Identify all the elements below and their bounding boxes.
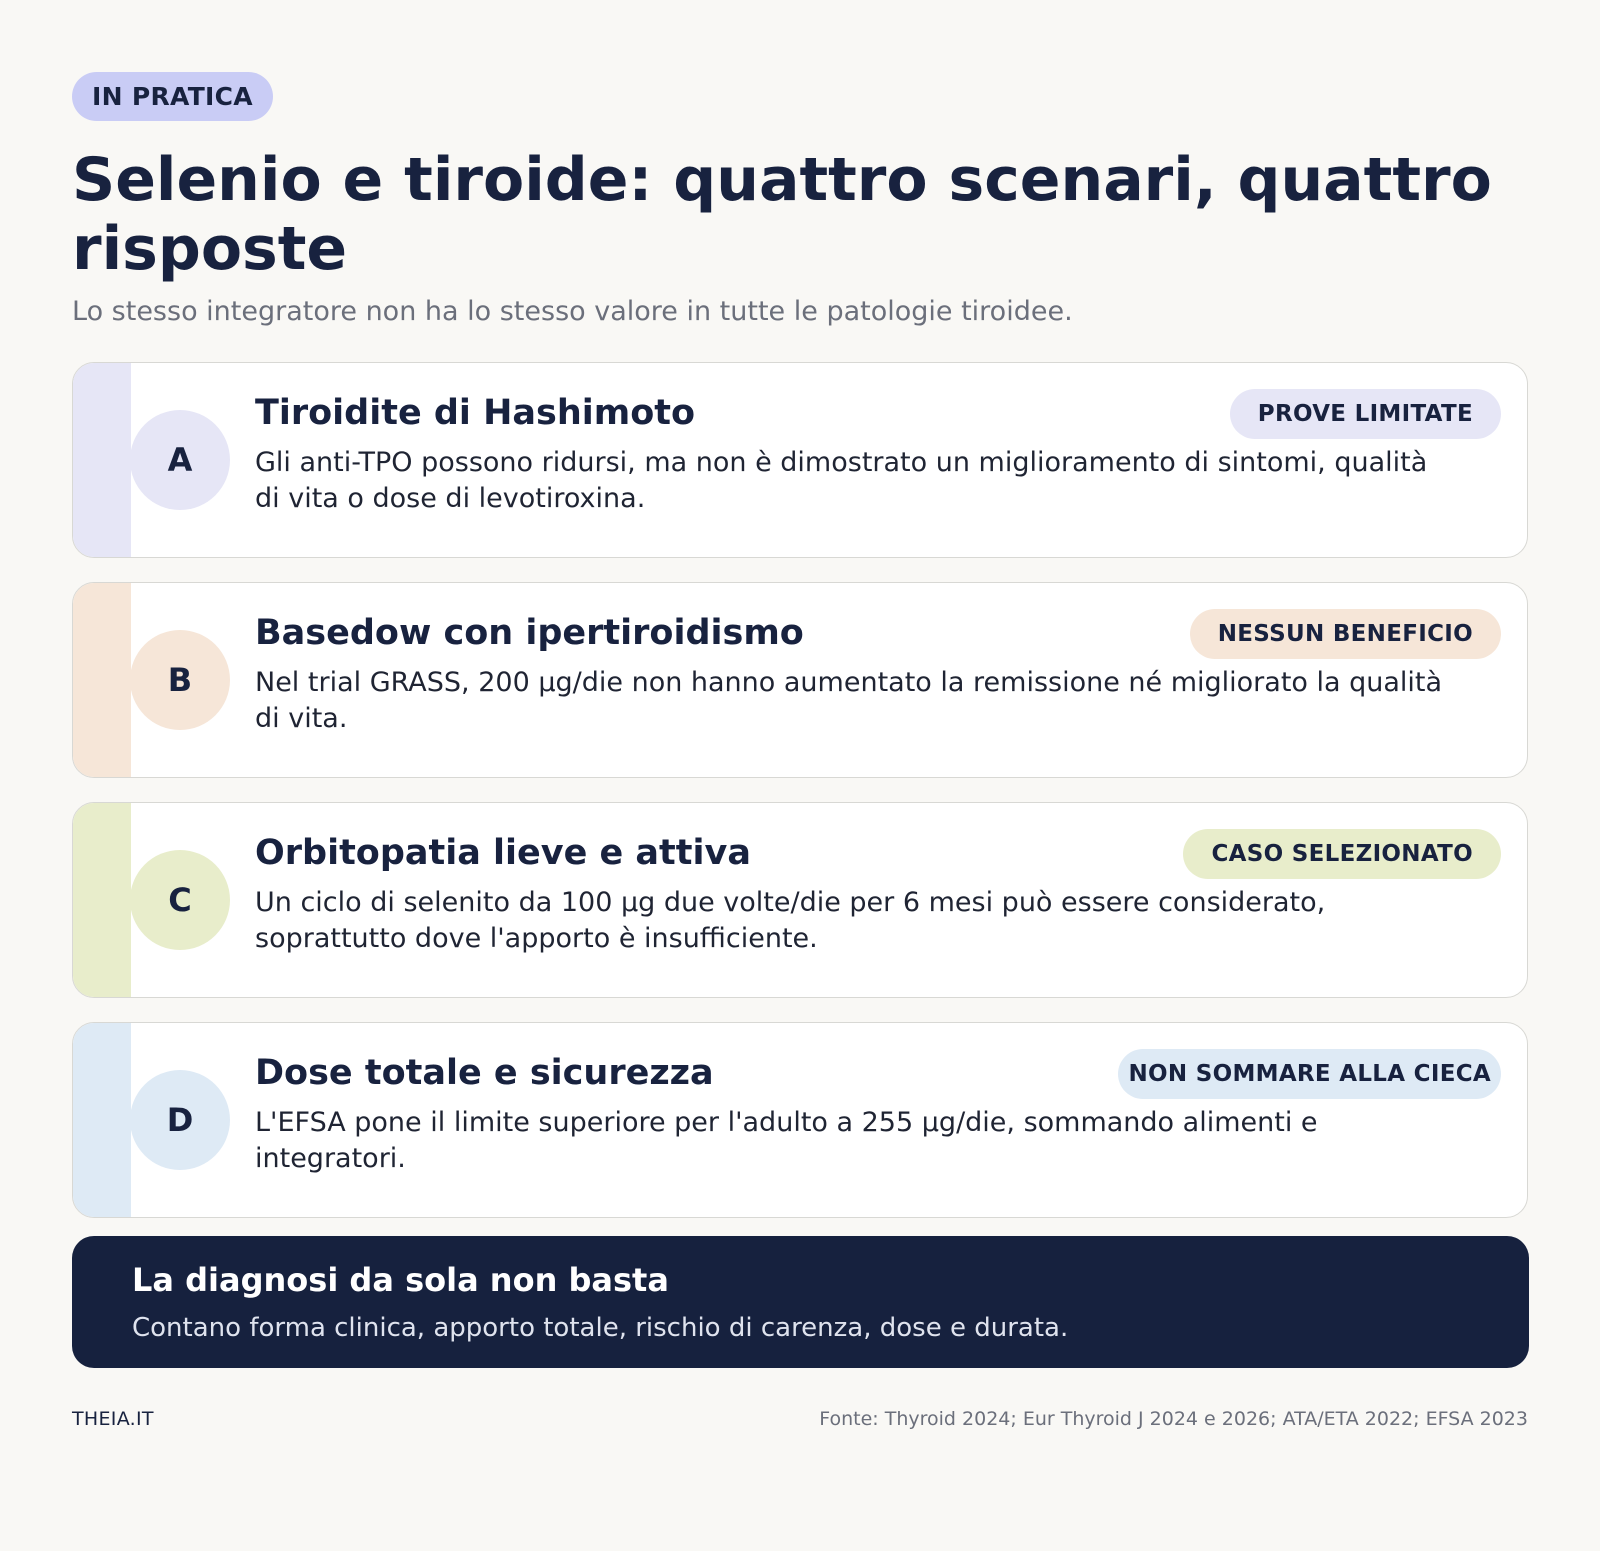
scenario-card-c	[72, 802, 1528, 998]
page-subtitle: Lo stesso integratore non ha lo stesso valore in tutte le patologie tiroidee.	[72, 296, 1073, 327]
scenario-description: Gli anti-TPO possono ridursi, ma non è dimostrato un miglioramento di sintomi, qualità di vita o dose di levotiroxina.	[255, 447, 1428, 514]
scenario-card-list	[72, 362, 1528, 1242]
scenario-letter-circle: D	[130, 1070, 230, 1170]
scenario-title: Tiroidite di Hashimoto	[255, 393, 696, 433]
scenario-card-a	[72, 362, 1528, 558]
scenario-title: Orbitopatia lieve e attiva	[255, 833, 751, 873]
card-accent-stripe	[73, 803, 131, 997]
summary-text: Contano forma clinica, apporto totale, rischio di carenza, dose e durata.	[132, 1313, 1069, 1343]
scenario-title: Basedow con ipertiroidismo	[255, 613, 804, 653]
footer-brand: THEIA.IT	[72, 1408, 154, 1430]
scenario-letter-circle: C	[130, 850, 230, 950]
card-accent-stripe	[73, 363, 131, 557]
scenario-card-d	[72, 1022, 1528, 1218]
summary-title: La diagnosi da sola non basta	[132, 1261, 669, 1299]
card-accent-stripe	[73, 583, 131, 777]
evidence-badge: NESSUN BENEFICIO	[1190, 609, 1501, 659]
summary-box	[72, 1236, 1529, 1368]
footer-source: Fonte: Thyroid 2024; Eur Thyroid J 2024 e 2026; ATA/ETA 2022; EFSA 2023	[819, 1408, 1528, 1430]
evidence-badge: CASO SELEZIONATO	[1183, 829, 1501, 879]
card-accent-stripe	[73, 1023, 131, 1217]
scenario-card-b	[72, 582, 1528, 778]
evidence-badge: PROVE LIMITATE	[1230, 389, 1501, 439]
evidence-badge: NON SOMMARE ALLA CIECA	[1118, 1049, 1501, 1099]
section-kicker-badge: IN PRATICA	[72, 72, 273, 121]
scenario-description: Un ciclo di selenito da 100 µg due volte/die per 6 mesi può essere considerato, soprattutto dove l'apporto è insufficiente.	[255, 887, 1326, 954]
scenario-title: Dose totale e sicurezza	[255, 1053, 714, 1093]
scenario-description: Nel trial GRASS, 200 µg/die non hanno aumentato la remissione né migliorato la qualità di vita.	[255, 667, 1443, 734]
page-title: Selenio e tiroide: quattro scenari, quattro risposte	[72, 145, 1492, 284]
scenario-letter-circle: B	[130, 630, 230, 730]
scenario-letter-circle: A	[130, 410, 230, 510]
scenario-description: L'EFSA pone il limite superiore per l'adulto a 255 µg/die, sommando alimenti e integratori.	[255, 1107, 1318, 1174]
